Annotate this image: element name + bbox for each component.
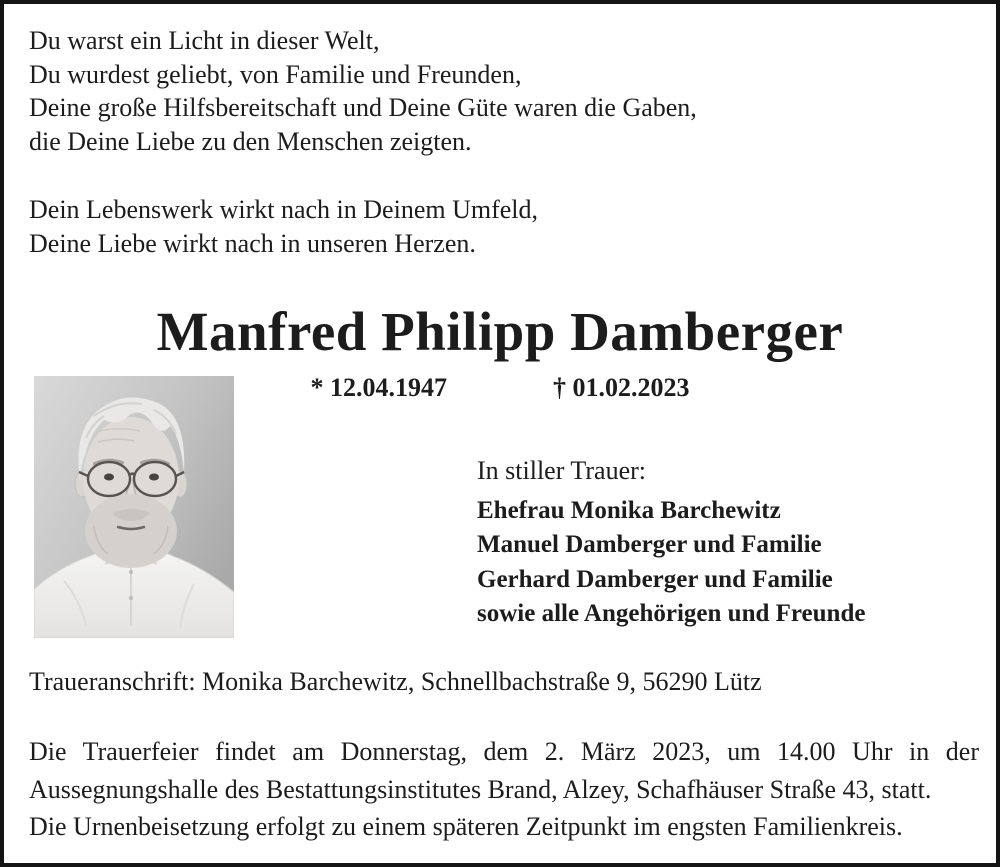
poem-line: Deine Liebe wirkt nach in unseren Herzen. bbox=[29, 228, 476, 258]
mourner-name: sowie alle Angehörigen und Freunde bbox=[477, 600, 866, 627]
birth-date bbox=[311, 373, 448, 403]
poem-line: Du warst ein Licht in dieser Welt, bbox=[29, 26, 380, 55]
poem-line: Deine große Hilfsbereitschaft und Deine Güte waren die Gaben, bbox=[29, 93, 697, 122]
birth-star-icon: * bbox=[310, 373, 324, 402]
mourners-list bbox=[477, 454, 865, 632]
poem-line: Du wurdest geliebt, von Familie und Freunden, bbox=[29, 59, 522, 89]
poem-line: Dein Lebenswerk wirkt nach in Deinem Umfeld, bbox=[29, 195, 539, 224]
portrait-photo-svg bbox=[34, 376, 234, 638]
beard bbox=[85, 494, 177, 568]
mourner-name: Manuel Damberger und Familie bbox=[477, 531, 822, 558]
funeral-paragraph: Die Trauerfeier findet am Donnerstag, dem 2. März 2023, um 14.00 Uhr in der Aussegnungshalle des Bestattungsinstitutes Brand, Alzey, Schafhäuser Straße 43, statt. bbox=[29, 737, 979, 804]
mourner-name: Ehefrau Monika Barchewitz bbox=[477, 496, 781, 524]
poem-line: die Deine Liebe zu den Menschen zeigten. bbox=[29, 126, 472, 156]
mourner-name: Gerhard Damberger und Familie bbox=[477, 565, 833, 593]
mourners-intro: In stiller Trauer: bbox=[477, 456, 646, 485]
funeral-details bbox=[29, 733, 979, 846]
death-date-value: 01.02.2023 bbox=[572, 373, 690, 402]
poem-stanza-2 bbox=[29, 193, 538, 260]
portrait-photo bbox=[34, 376, 234, 638]
death-cross-icon: † bbox=[553, 373, 566, 402]
death-date bbox=[553, 373, 690, 403]
poem-stanza-1 bbox=[29, 24, 697, 158]
burial-paragraph: Die Urnenbeisetzung erfolgt zu einem späteren Zeitpunkt im engsten Familienkreis. bbox=[29, 812, 903, 841]
birth-date-value: 12.04.1947 bbox=[330, 373, 447, 402]
condolence-address: Traueranschrift: Monika Barchewitz, Schnellbachstraße 9, 56290 Lütz bbox=[29, 667, 762, 696]
deceased-name: Manfred Philipp Damberger bbox=[156, 301, 844, 362]
